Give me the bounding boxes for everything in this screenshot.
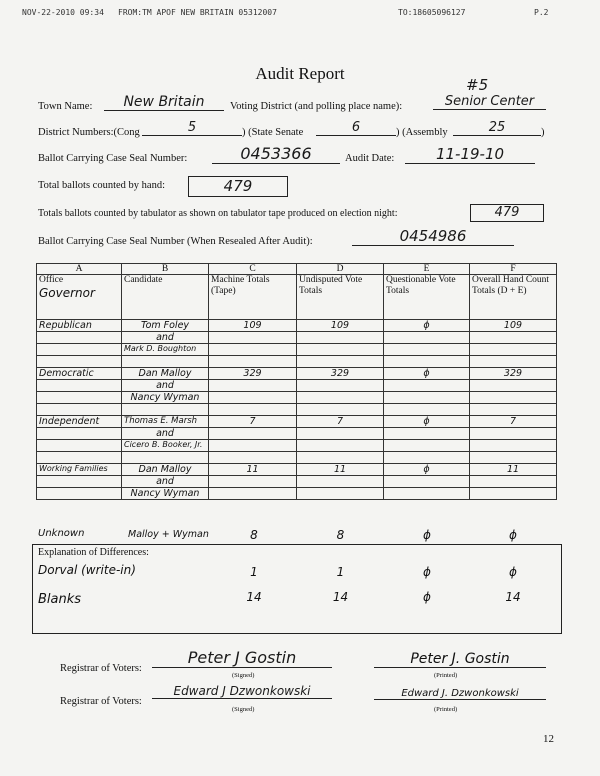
col-letter-c: C [209,264,297,275]
town-name-field: New Britain [104,94,224,111]
candidate-and: and [122,428,209,440]
signed-caption-2: (Signed) [232,706,255,713]
column-letters-row [37,264,557,275]
explanation-hand-count-total: 14 [505,590,521,604]
header-candidate: Candidate [122,275,209,320]
table-row [37,320,557,332]
registrar-2-signature: Edward J Dzwonkowski [152,684,332,699]
column-headers-row [37,275,557,320]
undisputed-total: 7 [297,416,384,428]
table-row [37,428,557,440]
audit-table [36,263,557,500]
unknown-candidate: Malloy + Wyman [128,529,209,540]
table-row [37,368,557,380]
table-row [37,440,557,452]
col-letter-d: D [297,264,384,275]
page-title: Audit Report [255,64,345,83]
unknown-undisputed-total: 8 [336,528,345,542]
unknown-hand-count-total: ϕ [509,528,517,542]
seal-label: Ballot Carrying Case Seal Number: [38,153,188,164]
reseal-label: Ballot Carrying Case Seal Number (When Resealed After Audit): [38,236,313,247]
fax-page: P.2 [534,8,549,17]
office-governor: Governor [39,286,95,300]
audit-date-label: Audit Date: [345,153,395,164]
fax-from: FROM:TM APOF NEW BRITAIN 05312007 [118,8,277,17]
seal-number-field: 0453366 [212,144,340,164]
header-office-label: Office [39,275,64,285]
header-machine-totals: Machine Totals (Tape) [209,275,297,320]
tabulator-label: Totals ballots counted by tabulator as shown on tabulator tape produced on election night: [38,208,398,219]
explanation-undisputed-total: 14 [332,590,349,604]
registrar-label-2: Registrar of Voters: [60,696,142,707]
town-label: Town Name: [38,101,93,112]
explanation-undisputed-total: 1 [336,565,345,579]
questionable-total: ϕ [384,464,470,476]
explanation-machine-total: 1 [250,565,258,579]
district-senate-label: ) (State Senate [242,127,304,138]
table-row [37,476,557,488]
table-row [37,344,557,356]
hand-count-label: Total ballots counted by hand: [38,180,165,191]
party-unknown: Unknown [38,528,85,539]
tabulator-box: 479 [470,204,544,222]
assembly-field: 25 [453,120,541,136]
questionable-total: ϕ [384,416,470,428]
candidate-name: Nancy Wyman [122,392,209,404]
candidate-name: Dan Malloy [122,368,209,380]
machine-total: 109 [209,320,297,332]
explanation-row-label: Blanks [38,592,82,607]
registrar-1-printed: Peter J. Gostin [374,651,546,668]
col-letter-e: E [384,264,470,275]
header-undisputed-totals: Undisputed Vote Totals [297,275,384,320]
explanation-machine-total: 14 [246,590,262,604]
table-row [37,404,557,416]
district-close: ) [541,127,545,138]
explanation-row-label: Dorval (write-in) [38,563,136,577]
machine-total: 7 [209,416,297,428]
party-working-families: Working Families [37,464,122,476]
hand-count-total: 329 [470,368,557,380]
undisputed-total: 11 [297,464,384,476]
hand-count-box: 479 [188,176,288,197]
party-republican: Republican [37,320,122,332]
audit-date-field: 11-19-10 [405,145,535,164]
explanation-label: Explanation of Differences: [38,547,149,558]
col-letter-b: B [122,264,209,275]
table-row [37,356,557,368]
printed-caption-1: (Printed) [434,672,458,679]
undisputed-total: 329 [297,368,384,380]
fax-to: TO:18605096127 [398,8,466,17]
candidate-and: and [122,380,209,392]
col-letter-f: F [470,264,557,275]
undisputed-total: 109 [297,320,384,332]
voting-district-field: Senior Center [433,94,546,110]
table-row [37,452,557,464]
hand-count-total: 109 [470,320,557,332]
district-cong-label: District Numbers:(Cong [38,127,140,138]
registrar-1-signature: Peter J Gostin [152,648,332,668]
party-democratic: Democratic [37,368,122,380]
district-assembly-label: ) (Assembly [396,127,448,138]
candidate-name: Dan Malloy [122,464,209,476]
table-row [37,464,557,476]
cong-field: 5 [142,120,242,136]
page-number: 12 [543,733,554,745]
candidate-name: Nancy Wyman [122,488,209,500]
candidate-name: Mark D. Boughton [122,344,209,356]
explanation-questionable-total: ϕ [423,590,431,604]
candidate-name: Tom Foley [122,320,209,332]
printed-caption-2: (Printed) [434,706,458,713]
col-letter-a: A [37,264,122,275]
machine-total: 329 [209,368,297,380]
questionable-total: ϕ [384,320,470,332]
signed-caption-1: (Signed) [232,672,255,679]
unknown-machine-total: 8 [250,528,258,542]
unknown-questionable-total: ϕ [423,528,431,542]
table-row [37,380,557,392]
registrar-label-1: Registrar of Voters: [60,663,142,674]
hand-count-total: 11 [470,464,557,476]
candidate-name: Thomas E. Marsh [122,416,209,428]
voting-district-label: Voting District (and polling place name): [230,101,403,112]
registrar-2-printed: Edward J. Dzwonkowski [374,688,546,700]
explanation-questionable-total: ϕ [423,565,431,579]
table-row [37,332,557,344]
candidate-and: and [122,332,209,344]
reseal-number-field: 0454986 [352,227,514,246]
party-independent: Independent [37,416,122,428]
candidate-name: Cicero B. Booker, Jr. [122,440,209,452]
table-row [37,416,557,428]
candidate-and: and [122,476,209,488]
table-row [37,488,557,500]
explanation-hand-count-total: ϕ [509,565,517,579]
table-row [37,392,557,404]
machine-total: 11 [209,464,297,476]
header-overall-hand-count: Overall Hand Count Totals (D + E) [470,275,557,320]
fax-datetime: NOV-22-2010 09:34 [22,8,104,17]
header-questionable-totals: Questionable Vote Totals [384,275,470,320]
header-office [37,275,122,320]
questionable-total: ϕ [384,368,470,380]
report-number: #5 [466,76,489,94]
senate-field: 6 [316,120,396,136]
hand-count-total: 7 [470,416,557,428]
